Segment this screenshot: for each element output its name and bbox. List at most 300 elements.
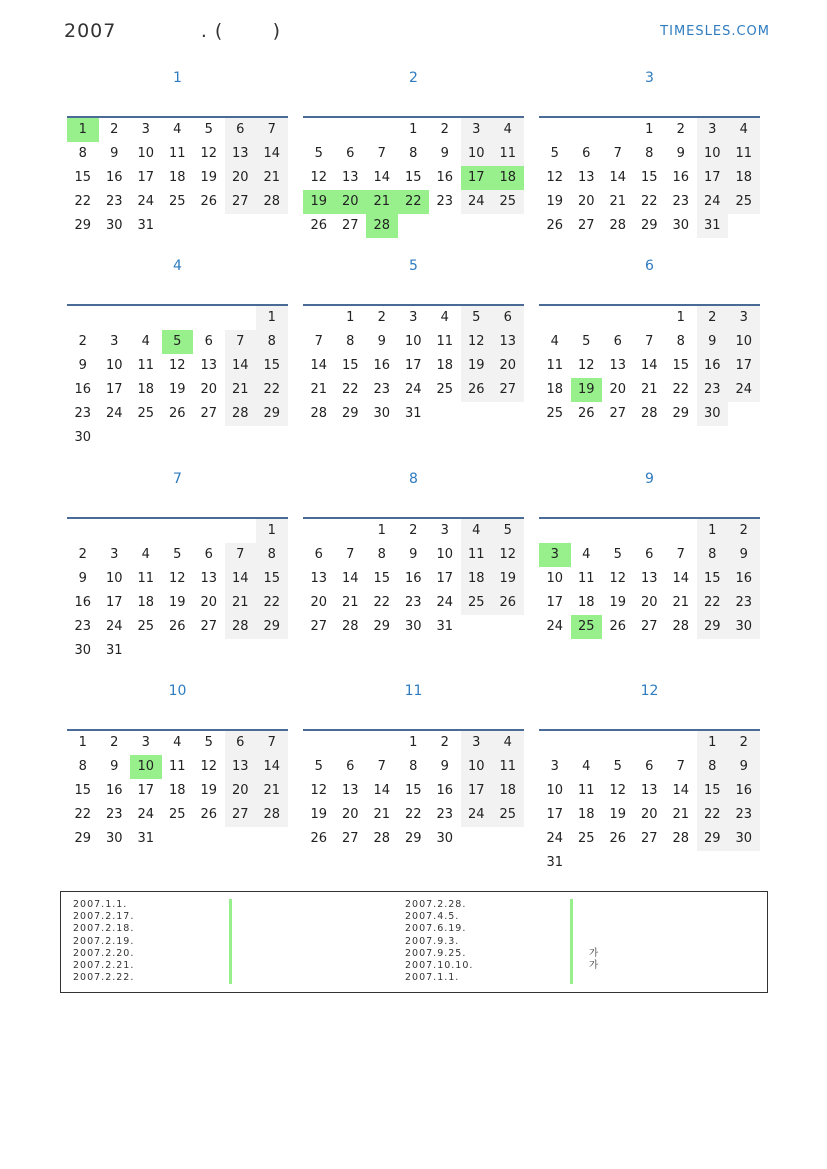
day-cell[interactable]: 3: [141, 122, 150, 137]
day-cell[interactable]: 5: [461, 306, 493, 330]
day-cell[interactable]: 9: [697, 330, 729, 354]
day-cell[interactable]: 10: [105, 571, 123, 586]
day-cell[interactable]: 11: [492, 755, 524, 779]
day-cell[interactable]: 15: [697, 567, 729, 591]
day-cell[interactable]: 21: [640, 382, 658, 397]
day-cell[interactable]: 31: [137, 831, 155, 846]
day-cell[interactable]: 16: [436, 170, 454, 185]
day-cell[interactable]: 28: [672, 831, 690, 846]
day-cell[interactable]: 1: [676, 310, 685, 325]
day-cell[interactable]: 9: [440, 759, 449, 774]
day-cell[interactable]: 19: [200, 170, 218, 185]
day-cell[interactable]: 30: [436, 831, 454, 846]
day-cell[interactable]: 9: [110, 146, 119, 161]
day-cell[interactable]: 6: [582, 146, 591, 161]
day-cell[interactable]: 4: [173, 735, 182, 750]
day-cell[interactable]: 27: [225, 803, 257, 827]
day-cell[interactable]: 10: [105, 358, 123, 373]
day-cell[interactable]: 13: [341, 170, 359, 185]
day-cell[interactable]: 20: [609, 382, 627, 397]
day-cell[interactable]: 12: [492, 543, 524, 567]
day-cell[interactable]: 18: [492, 166, 524, 190]
day-cell[interactable]: 16: [373, 358, 391, 373]
day-cell[interactable]: 24: [461, 190, 493, 214]
day-cell[interactable]: 22: [256, 591, 288, 615]
day-cell[interactable]: 14: [672, 571, 690, 586]
day-cell[interactable]: 20: [640, 595, 658, 610]
day-cell[interactable]: 10: [728, 330, 760, 354]
day-cell[interactable]: 26: [200, 807, 218, 822]
day-cell[interactable]: 11: [546, 358, 564, 373]
day-cell[interactable]: 29: [672, 406, 690, 421]
day-cell[interactable]: 3: [440, 523, 449, 538]
day-cell[interactable]: 17: [105, 595, 123, 610]
day-cell[interactable]: 4: [141, 547, 150, 562]
day-cell[interactable]: 21: [373, 807, 391, 822]
day-cell[interactable]: 2: [676, 122, 685, 137]
day-cell[interactable]: 13: [225, 755, 257, 779]
day-cell[interactable]: 8: [409, 759, 418, 774]
day-cell[interactable]: 14: [672, 783, 690, 798]
day-cell[interactable]: 27: [200, 406, 218, 421]
day-cell[interactable]: 29: [697, 827, 729, 851]
day-cell[interactable]: 30: [697, 402, 729, 426]
day-cell[interactable]: 3: [539, 543, 571, 567]
day-cell[interactable]: 31: [404, 406, 422, 421]
day-cell[interactable]: 11: [577, 783, 595, 798]
day-cell[interactable]: 18: [728, 166, 760, 190]
day-cell[interactable]: 4: [492, 731, 524, 755]
day-cell[interactable]: 12: [461, 330, 493, 354]
day-cell[interactable]: 23: [74, 406, 92, 421]
day-cell[interactable]: 17: [728, 354, 760, 378]
day-cell[interactable]: 6: [346, 759, 355, 774]
day-cell[interactable]: 4: [550, 334, 559, 349]
day-cell[interactable]: 29: [74, 218, 92, 233]
day-cell[interactable]: 12: [609, 783, 627, 798]
day-cell[interactable]: 23: [404, 595, 422, 610]
day-cell[interactable]: 28: [640, 406, 658, 421]
day-cell[interactable]: 18: [577, 595, 595, 610]
day-cell[interactable]: 23: [436, 807, 454, 822]
day-cell[interactable]: 18: [168, 783, 186, 798]
day-cell[interactable]: 2: [110, 735, 119, 750]
day-cell[interactable]: 25: [168, 807, 186, 822]
day-cell[interactable]: 9: [728, 755, 760, 779]
day-cell[interactable]: 16: [105, 170, 123, 185]
day-cell[interactable]: 2: [78, 334, 87, 349]
day-cell[interactable]: 21: [256, 779, 288, 803]
day-cell[interactable]: 29: [697, 615, 729, 639]
day-cell[interactable]: 3: [550, 759, 559, 774]
day-cell[interactable]: 30: [373, 406, 391, 421]
day-cell[interactable]: 17: [105, 382, 123, 397]
day-cell[interactable]: 28: [672, 619, 690, 634]
day-cell[interactable]: 20: [640, 807, 658, 822]
day-cell[interactable]: 8: [78, 759, 87, 774]
day-cell[interactable]: 21: [225, 591, 257, 615]
day-cell[interactable]: 12: [168, 358, 186, 373]
day-cell[interactable]: 25: [168, 194, 186, 209]
day-cell[interactable]: 19: [609, 595, 627, 610]
day-cell[interactable]: 2: [728, 731, 760, 755]
day-cell[interactable]: 1: [346, 310, 355, 325]
day-cell[interactable]: 27: [640, 619, 658, 634]
day-cell[interactable]: 22: [74, 194, 92, 209]
day-cell[interactable]: 17: [404, 358, 422, 373]
day-cell[interactable]: 20: [225, 166, 257, 190]
day-cell[interactable]: 1: [256, 306, 288, 330]
day-cell[interactable]: 11: [492, 142, 524, 166]
day-cell[interactable]: 24: [546, 619, 564, 634]
day-cell[interactable]: 5: [550, 146, 559, 161]
day-cell[interactable]: 7: [256, 118, 288, 142]
day-cell[interactable]: 7: [676, 547, 685, 562]
day-cell[interactable]: 27: [200, 619, 218, 634]
day-cell[interactable]: 19: [168, 595, 186, 610]
day-cell[interactable]: 5: [314, 146, 323, 161]
day-cell[interactable]: 24: [105, 619, 123, 634]
day-cell[interactable]: 25: [436, 382, 454, 397]
day-cell[interactable]: 14: [225, 567, 257, 591]
day-cell[interactable]: 24: [728, 378, 760, 402]
day-cell[interactable]: 18: [436, 358, 454, 373]
day-cell[interactable]: 22: [697, 591, 729, 615]
day-cell[interactable]: 15: [256, 567, 288, 591]
day-cell[interactable]: 10: [546, 783, 564, 798]
day-cell[interactable]: 27: [609, 406, 627, 421]
day-cell[interactable]: 8: [78, 146, 87, 161]
day-cell[interactable]: 1: [697, 731, 729, 755]
day-cell[interactable]: 7: [613, 146, 622, 161]
day-cell[interactable]: 19: [609, 807, 627, 822]
day-cell[interactable]: 26: [492, 591, 524, 615]
day-cell[interactable]: 15: [672, 358, 690, 373]
day-cell[interactable]: 13: [225, 142, 257, 166]
day-cell[interactable]: 25: [571, 615, 603, 639]
day-cell[interactable]: 9: [676, 146, 685, 161]
day-cell[interactable]: 28: [225, 402, 257, 426]
day-cell[interactable]: 29: [640, 218, 658, 233]
day-cell[interactable]: 31: [546, 855, 564, 870]
day-cell[interactable]: 24: [546, 831, 564, 846]
day-cell[interactable]: 10: [436, 547, 454, 562]
day-cell[interactable]: 18: [137, 382, 155, 397]
day-cell[interactable]: 2: [78, 547, 87, 562]
day-cell[interactable]: 25: [577, 831, 595, 846]
day-cell[interactable]: 12: [168, 571, 186, 586]
day-cell[interactable]: 23: [105, 194, 123, 209]
brand-logo-text[interactable]: TIMESLES.COM: [660, 24, 770, 39]
day-cell[interactable]: 1: [697, 519, 729, 543]
day-cell[interactable]: 18: [461, 567, 493, 591]
day-cell[interactable]: 22: [640, 194, 658, 209]
day-cell[interactable]: 5: [173, 547, 182, 562]
day-cell[interactable]: 25: [461, 591, 493, 615]
day-cell[interactable]: 21: [310, 382, 328, 397]
day-cell[interactable]: 12: [200, 146, 218, 161]
day-cell[interactable]: 27: [341, 831, 359, 846]
day-cell[interactable]: 17: [461, 166, 493, 190]
day-cell[interactable]: 18: [546, 382, 564, 397]
day-cell[interactable]: 23: [105, 807, 123, 822]
day-cell[interactable]: 20: [335, 190, 367, 214]
day-cell[interactable]: 12: [609, 571, 627, 586]
day-cell[interactable]: 21: [341, 595, 359, 610]
day-cell[interactable]: 9: [78, 571, 87, 586]
day-cell[interactable]: 15: [404, 170, 422, 185]
day-cell[interactable]: 22: [256, 378, 288, 402]
day-cell[interactable]: 10: [461, 755, 493, 779]
day-cell[interactable]: 2: [377, 310, 386, 325]
day-cell[interactable]: 15: [74, 170, 92, 185]
day-cell[interactable]: 13: [310, 571, 328, 586]
day-cell[interactable]: 12: [546, 170, 564, 185]
day-cell[interactable]: 10: [546, 571, 564, 586]
day-cell[interactable]: 1: [409, 122, 418, 137]
day-cell[interactable]: 6: [492, 306, 524, 330]
day-cell[interactable]: 11: [168, 146, 186, 161]
day-cell[interactable]: 7: [645, 334, 654, 349]
day-cell[interactable]: 15: [697, 779, 729, 803]
day-cell[interactable]: 18: [577, 807, 595, 822]
day-cell[interactable]: 15: [640, 170, 658, 185]
day-cell[interactable]: 24: [436, 595, 454, 610]
day-cell[interactable]: 26: [577, 406, 595, 421]
day-cell[interactable]: 6: [645, 547, 654, 562]
day-cell[interactable]: 19: [571, 378, 603, 402]
day-cell[interactable]: 23: [697, 378, 729, 402]
day-cell[interactable]: 16: [74, 382, 92, 397]
day-cell[interactable]: 14: [310, 358, 328, 373]
day-cell[interactable]: 6: [645, 759, 654, 774]
day-cell[interactable]: 2: [728, 519, 760, 543]
day-cell[interactable]: 1: [256, 519, 288, 543]
day-cell[interactable]: 4: [582, 547, 591, 562]
day-cell[interactable]: 6: [346, 146, 355, 161]
day-cell[interactable]: 21: [672, 807, 690, 822]
day-cell[interactable]: 18: [492, 779, 524, 803]
day-cell[interactable]: 5: [492, 519, 524, 543]
day-cell[interactable]: 30: [672, 218, 690, 233]
day-cell[interactable]: 15: [341, 358, 359, 373]
day-cell[interactable]: 22: [398, 190, 430, 214]
day-cell[interactable]: 5: [204, 735, 213, 750]
day-cell[interactable]: 8: [256, 543, 288, 567]
day-cell[interactable]: 7: [377, 146, 386, 161]
day-cell[interactable]: 4: [728, 118, 760, 142]
day-cell[interactable]: 14: [256, 755, 288, 779]
day-cell[interactable]: 21: [672, 595, 690, 610]
day-cell[interactable]: 30: [728, 827, 760, 851]
day-cell[interactable]: 9: [78, 358, 87, 373]
day-cell[interactable]: 28: [225, 615, 257, 639]
day-cell[interactable]: 15: [74, 783, 92, 798]
day-cell[interactable]: 24: [404, 382, 422, 397]
day-cell[interactable]: 28: [341, 619, 359, 634]
day-cell[interactable]: 13: [640, 571, 658, 586]
day-cell[interactable]: 6: [225, 731, 257, 755]
day-cell[interactable]: 16: [404, 571, 422, 586]
day-cell[interactable]: 16: [728, 567, 760, 591]
day-cell[interactable]: 27: [577, 218, 595, 233]
day-cell[interactable]: 7: [256, 731, 288, 755]
day-cell[interactable]: 26: [461, 378, 493, 402]
day-cell[interactable]: 14: [256, 142, 288, 166]
day-cell[interactable]: 5: [613, 759, 622, 774]
day-cell[interactable]: 29: [404, 831, 422, 846]
day-cell[interactable]: 13: [200, 358, 218, 373]
day-cell[interactable]: 3: [141, 735, 150, 750]
day-cell[interactable]: 19: [200, 783, 218, 798]
day-cell[interactable]: 26: [168, 406, 186, 421]
day-cell[interactable]: 13: [609, 358, 627, 373]
day-cell[interactable]: 9: [377, 334, 386, 349]
day-cell[interactable]: 2: [697, 306, 729, 330]
day-cell[interactable]: 14: [341, 571, 359, 586]
day-cell[interactable]: 22: [404, 807, 422, 822]
day-cell[interactable]: 9: [409, 547, 418, 562]
day-cell[interactable]: 8: [697, 755, 729, 779]
day-cell[interactable]: 5: [314, 759, 323, 774]
day-cell[interactable]: 13: [341, 783, 359, 798]
day-cell[interactable]: 20: [341, 807, 359, 822]
day-cell[interactable]: 9: [440, 146, 449, 161]
day-cell[interactable]: 7: [225, 330, 257, 354]
day-cell[interactable]: 7: [346, 547, 355, 562]
day-cell[interactable]: 16: [74, 595, 92, 610]
day-cell[interactable]: 23: [373, 382, 391, 397]
day-cell[interactable]: 8: [676, 334, 685, 349]
day-cell[interactable]: 25: [492, 190, 524, 214]
day-cell[interactable]: 15: [373, 571, 391, 586]
day-cell[interactable]: 17: [546, 807, 564, 822]
day-cell[interactable]: 20: [200, 382, 218, 397]
day-cell[interactable]: 4: [492, 118, 524, 142]
day-cell[interactable]: 6: [204, 334, 213, 349]
day-cell[interactable]: 29: [256, 615, 288, 639]
day-cell[interactable]: 11: [728, 142, 760, 166]
day-cell[interactable]: 8: [697, 543, 729, 567]
day-cell[interactable]: 30: [74, 643, 92, 658]
day-cell[interactable]: 11: [137, 571, 155, 586]
day-cell[interactable]: 19: [492, 567, 524, 591]
day-cell[interactable]: 31: [105, 643, 123, 658]
day-cell[interactable]: 3: [461, 731, 493, 755]
day-cell[interactable]: 24: [461, 803, 493, 827]
day-cell[interactable]: 17: [546, 595, 564, 610]
day-cell[interactable]: 29: [74, 831, 92, 846]
day-cell[interactable]: 9: [110, 759, 119, 774]
day-cell[interactable]: 14: [609, 170, 627, 185]
day-cell[interactable]: 29: [341, 406, 359, 421]
day-cell[interactable]: 17: [137, 783, 155, 798]
day-cell[interactable]: 5: [582, 334, 591, 349]
day-cell[interactable]: 8: [377, 547, 386, 562]
day-cell[interactable]: 17: [137, 170, 155, 185]
day-cell[interactable]: 12: [310, 783, 328, 798]
day-cell[interactable]: 24: [137, 194, 155, 209]
day-cell[interactable]: 28: [609, 218, 627, 233]
day-cell[interactable]: 19: [310, 807, 328, 822]
day-cell[interactable]: 30: [105, 831, 123, 846]
day-cell[interactable]: 21: [366, 190, 398, 214]
day-cell[interactable]: 22: [672, 382, 690, 397]
day-cell[interactable]: 10: [130, 755, 162, 779]
day-cell[interactable]: 27: [492, 378, 524, 402]
day-cell[interactable]: 21: [609, 194, 627, 209]
day-cell[interactable]: 30: [105, 218, 123, 233]
day-cell[interactable]: 3: [110, 547, 119, 562]
day-cell[interactable]: 16: [672, 170, 690, 185]
day-cell[interactable]: 12: [200, 759, 218, 774]
day-cell[interactable]: 22: [373, 595, 391, 610]
day-cell[interactable]: 13: [577, 170, 595, 185]
day-cell[interactable]: 23: [728, 803, 760, 827]
day-cell[interactable]: 19: [546, 194, 564, 209]
day-cell[interactable]: 3: [697, 118, 729, 142]
day-cell[interactable]: 25: [546, 406, 564, 421]
day-cell[interactable]: 11: [168, 759, 186, 774]
day-cell[interactable]: 10: [137, 146, 155, 161]
day-cell[interactable]: 31: [697, 214, 729, 238]
day-cell[interactable]: 19: [461, 354, 493, 378]
day-cell[interactable]: 4: [440, 310, 449, 325]
day-cell[interactable]: 28: [256, 190, 288, 214]
day-cell[interactable]: 7: [676, 759, 685, 774]
day-cell[interactable]: 31: [436, 619, 454, 634]
day-cell[interactable]: 20: [492, 354, 524, 378]
day-cell[interactable]: 1: [67, 118, 99, 142]
day-cell[interactable]: 16: [436, 783, 454, 798]
day-cell[interactable]: 10: [697, 142, 729, 166]
day-cell[interactable]: 1: [78, 735, 87, 750]
day-cell[interactable]: 28: [373, 831, 391, 846]
day-cell[interactable]: 7: [377, 759, 386, 774]
day-cell[interactable]: 8: [346, 334, 355, 349]
day-cell[interactable]: 27: [341, 218, 359, 233]
day-cell[interactable]: 27: [640, 831, 658, 846]
day-cell[interactable]: 15: [256, 354, 288, 378]
day-cell[interactable]: 18: [168, 170, 186, 185]
day-cell[interactable]: 28: [366, 214, 398, 238]
day-cell[interactable]: 30: [404, 619, 422, 634]
day-cell[interactable]: 20: [225, 779, 257, 803]
day-cell[interactable]: 8: [409, 146, 418, 161]
day-cell[interactable]: 2: [440, 122, 449, 137]
day-cell[interactable]: 8: [256, 330, 288, 354]
day-cell[interactable]: 18: [137, 595, 155, 610]
day-cell[interactable]: 15: [404, 783, 422, 798]
day-cell[interactable]: 24: [137, 807, 155, 822]
day-cell[interactable]: 20: [310, 595, 328, 610]
day-cell[interactable]: 26: [546, 218, 564, 233]
day-cell[interactable]: 16: [728, 779, 760, 803]
day-cell[interactable]: 26: [310, 218, 328, 233]
day-cell[interactable]: 23: [672, 194, 690, 209]
day-cell[interactable]: 16: [697, 354, 729, 378]
day-cell[interactable]: 10: [404, 334, 422, 349]
day-cell[interactable]: 11: [436, 334, 454, 349]
day-cell[interactable]: 1: [409, 735, 418, 750]
day-cell[interactable]: 2: [110, 122, 119, 137]
day-cell[interactable]: 4: [173, 122, 182, 137]
day-cell[interactable]: 6: [613, 334, 622, 349]
day-cell[interactable]: 3: [728, 306, 760, 330]
day-cell[interactable]: 30: [74, 430, 92, 445]
day-cell[interactable]: 25: [137, 406, 155, 421]
day-cell[interactable]: 23: [728, 591, 760, 615]
